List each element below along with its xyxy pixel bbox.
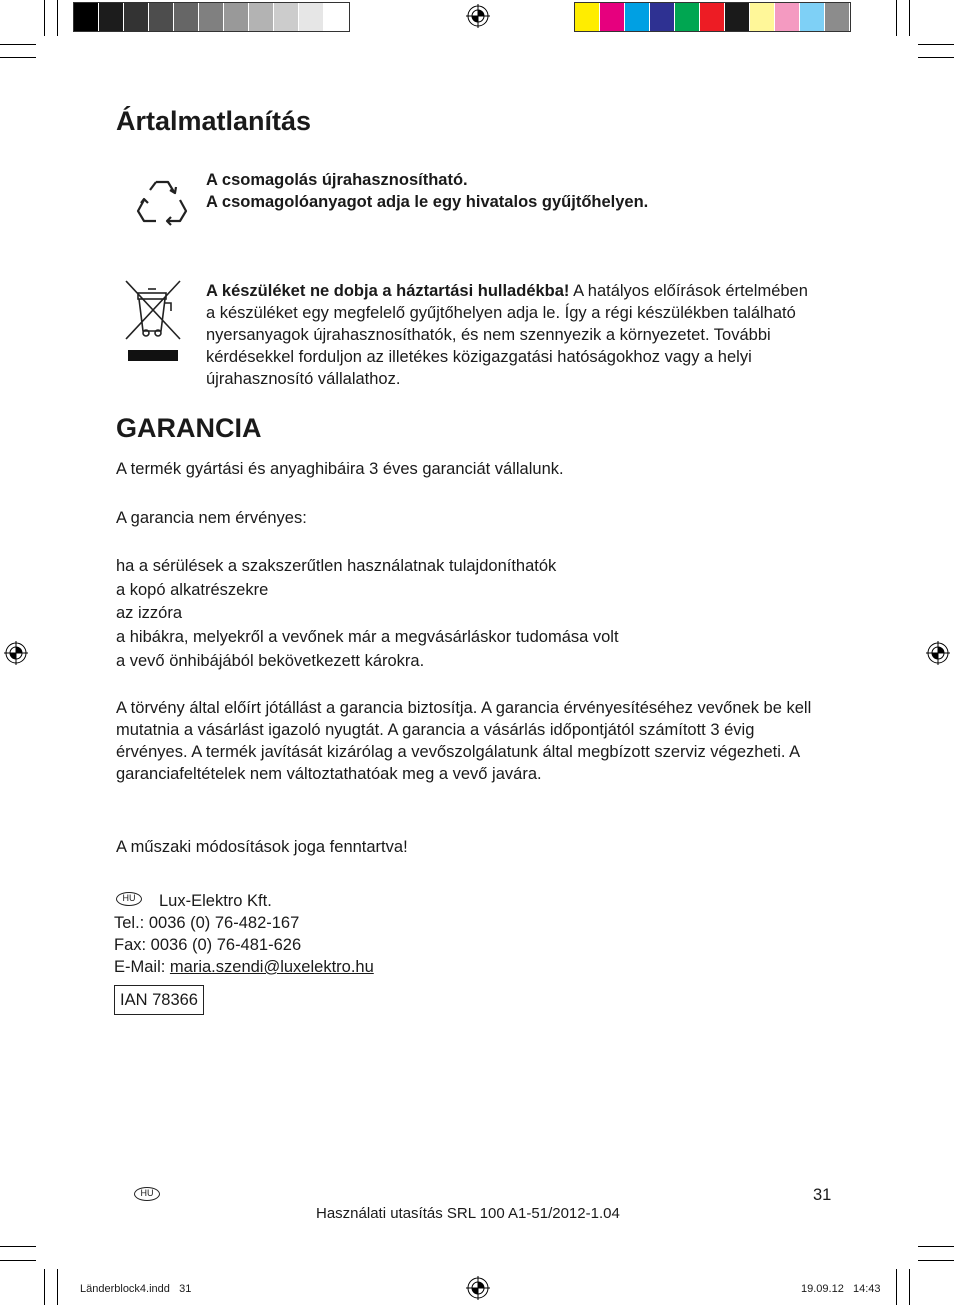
crop-mark xyxy=(0,1246,36,1247)
company-name: Lux-Elektro Kft. xyxy=(159,892,272,910)
color-swatch xyxy=(675,3,700,31)
crop-mark xyxy=(0,57,36,58)
crop-mark xyxy=(909,0,910,36)
slug-filename: Länderblock4.indd 31 xyxy=(80,1283,192,1295)
warranty-not-valid: A garancia nem érvényes: xyxy=(116,509,307,527)
color-swatch xyxy=(124,3,149,31)
contact-tel: Tel.: 0036 (0) 76-482-167 xyxy=(114,914,300,932)
contact-fax: Fax: 0036 (0) 76-481-626 xyxy=(114,936,302,954)
crop-mark xyxy=(44,0,45,36)
page-number: 31 xyxy=(813,1186,832,1204)
color-swatch xyxy=(650,3,675,31)
crop-mark xyxy=(0,44,36,45)
exclusion-list xyxy=(116,555,619,674)
color-swatch xyxy=(224,3,249,31)
crop-mark xyxy=(918,1246,954,1247)
crop-mark xyxy=(909,1269,910,1305)
exclusion-item: az izzóra xyxy=(116,604,183,623)
registration-mark-icon xyxy=(926,641,950,665)
color-swatch xyxy=(174,3,199,31)
email-link[interactable]: maria.szendi@luxelektro.hu xyxy=(169,958,374,976)
email-label: E-Mail: xyxy=(114,958,170,976)
crop-mark xyxy=(918,1260,954,1261)
contact-email-row xyxy=(114,956,374,978)
color-swatch xyxy=(575,3,600,31)
manual-reference: Használati utasítás SRL 100 A1-51/2012-1.04 xyxy=(316,1205,620,1222)
process-color-bar xyxy=(574,2,851,32)
disposal-title: Ártalmatlanítás xyxy=(116,106,312,136)
exclusion-item: ha a sérülések a szakszerűtlen használatnak tulajdoníthatók xyxy=(116,557,557,575)
grayscale-color-bar xyxy=(73,2,350,32)
color-swatch xyxy=(700,3,725,31)
color-swatch xyxy=(800,3,825,31)
color-swatch xyxy=(274,3,299,31)
recycle-icon xyxy=(136,176,188,226)
crop-mark xyxy=(57,0,58,36)
recycle-line-2: A csomagolóanyagot adja le egy hivatalos gyűjtőhelyen. xyxy=(206,193,649,211)
registration-mark-icon xyxy=(4,641,28,665)
color-swatch xyxy=(825,3,850,31)
exclusion-item: a vevő önhibájából bekövetkezett károkra. xyxy=(116,651,425,670)
recycle-line-1: A csomagolás újrahasznosítható. xyxy=(206,171,468,189)
weee-text: A hatályos előírások értelmében a készüléket egy megfelelő gyűjtőhelyen adja le. Így a régi készülékben található nyersanyagok újrahasznosíthatók, és nem szennyezik a környezetet. További kérdésekkel forduljon az illetékes közigazgatási hatóságokhoz vagy a helyi újrahasznosító vállalathoz. xyxy=(206,282,808,388)
color-swatch xyxy=(299,3,324,31)
color-swatch xyxy=(750,3,775,31)
color-swatch xyxy=(199,3,224,31)
warranty-title: GARANCIA xyxy=(116,413,262,443)
crop-mark xyxy=(896,1269,897,1305)
color-swatch xyxy=(775,3,800,31)
footer-country-badge: HU xyxy=(134,1187,160,1201)
warranty-intro: A termék gyártási és anyaghibáira 3 éves garanciát vállalunk. xyxy=(116,460,564,478)
crop-mark xyxy=(918,57,954,58)
crop-mark xyxy=(0,1260,36,1261)
country-badge: HU xyxy=(116,892,142,906)
tech-note: A műszaki módosítások joga fenntartva! xyxy=(116,838,408,856)
crop-mark xyxy=(44,1269,45,1305)
registration-mark-icon xyxy=(466,4,490,28)
crop-mark xyxy=(57,1269,58,1305)
color-swatch xyxy=(74,3,99,31)
exclusion-item: a kopó alkatrészekre xyxy=(116,580,269,599)
slug-date: 19.09.12 14:43 xyxy=(801,1283,881,1295)
color-swatch xyxy=(324,3,349,31)
registration-mark-icon xyxy=(466,1276,490,1300)
color-swatch xyxy=(149,3,174,31)
color-swatch xyxy=(99,3,124,31)
crossed-bin-icon xyxy=(124,279,182,363)
weee-bold-text: A készüléket ne dobja a háztartási hulladékba! xyxy=(206,282,570,300)
weee-paragraph xyxy=(206,280,818,390)
color-swatch xyxy=(249,3,274,31)
crop-mark xyxy=(896,0,897,36)
color-swatch xyxy=(625,3,650,31)
crop-mark xyxy=(918,44,954,45)
color-swatch xyxy=(725,3,750,31)
warranty-paragraph: A törvény által előírt jótállást a garancia biztosítja. A garancia érvényesítéséhez vevőnek be kell mutatnia a vásárlást igazoló nyugtát. A garancia a vásárlás időpontjától számított 3 évig érvényes. A termék javítását kizárólag a vevőszolgálatunk által megbízott szerviz végezheti. A garanciafeltételek nem változtathatóak meg a vevő javára. xyxy=(116,699,812,783)
color-swatch xyxy=(600,3,625,31)
ian-box: IAN 78366 xyxy=(114,985,204,1015)
exclusion-item: a hibákra, melyekről a vevőnek már a megvásárláskor tudomása volt xyxy=(116,628,619,647)
